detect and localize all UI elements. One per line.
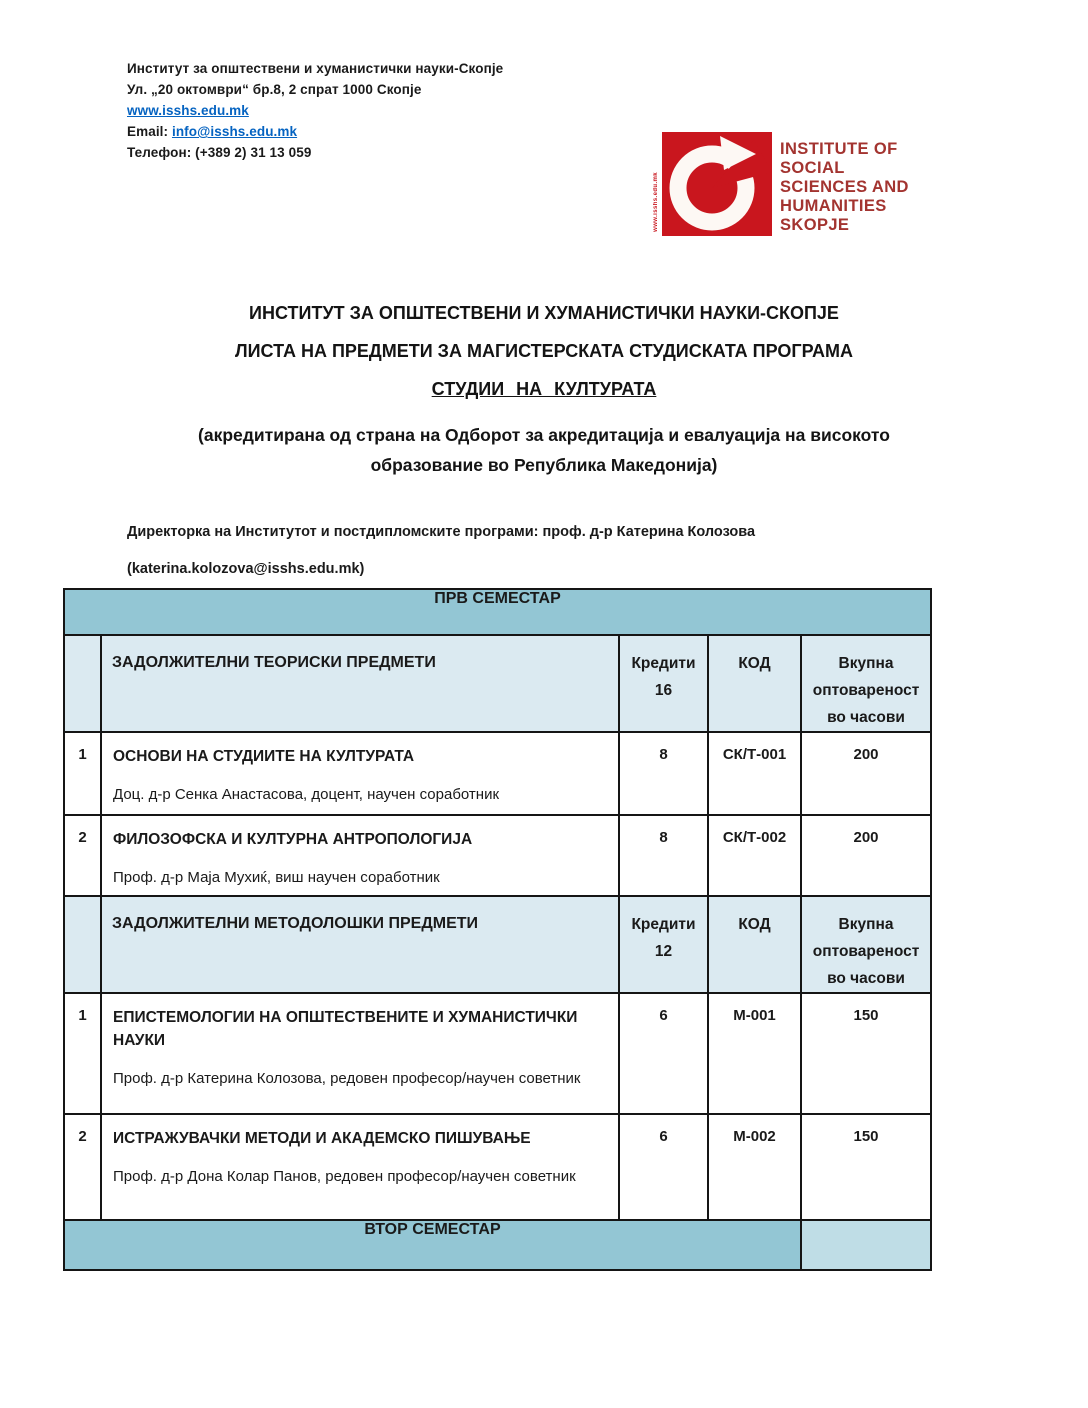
course-hours: 150 xyxy=(801,1114,931,1220)
course-lecturer: Доц. д-р Сенка Анастасова, доцент, научен соработник xyxy=(113,786,500,803)
section-2-credits-header: Кредити 12 xyxy=(619,896,708,993)
section-1-header-row xyxy=(64,635,931,732)
institute-logo xyxy=(653,132,909,236)
course-row xyxy=(64,732,931,815)
phone-number: Телефон: (+389 2) 31 13 059 xyxy=(127,145,312,160)
course-code: СК/Т-002 xyxy=(708,815,801,896)
section-1-hours-header: Вкупна оптовареност во часови xyxy=(801,635,931,732)
course-row xyxy=(64,815,931,896)
section-1-title: ЗАДОЛЖИТЕЛНИ ТЕОРИСКИ ПРЕДМЕТИ xyxy=(101,635,619,732)
course-number: 1 xyxy=(64,732,101,815)
course-credits: 6 xyxy=(619,993,708,1114)
section-1-code-header: КОД xyxy=(708,635,801,732)
course-code: М-002 xyxy=(708,1114,801,1220)
course-row xyxy=(64,993,931,1114)
semester-1-banner: ПРВ СЕМЕСТАР xyxy=(64,589,931,635)
course-lecturer: Проф. д-р Дона Колар Панов, редовен професор/научен советник xyxy=(113,1168,576,1185)
course-hours: 200 xyxy=(801,815,931,896)
course-number: 1 xyxy=(64,993,101,1114)
email-link[interactable]: info@isshs.edu.mk xyxy=(171,124,298,139)
course-code: СК/Т-001 xyxy=(708,732,801,815)
website-link[interactable]: www.isshs.edu.mk xyxy=(127,103,249,118)
course-title: ИСТРАЖУВАЧКИ МЕТОДИ И АКАДЕМСКО ПИШУВАЊЕ xyxy=(113,1130,531,1147)
logo-wordmark: INSTITUTE OF SOCIAL SCIENCES AND HUMANITIES SKOPJE xyxy=(780,140,909,234)
course-lecturer: Проф. д-р Маја Мухиќ, виш научен соработник xyxy=(113,869,440,886)
email-label: Email: xyxy=(127,124,172,139)
course-subject-cell xyxy=(101,732,619,815)
semester-2-banner: ВТОР СЕМЕСТАР xyxy=(64,1220,801,1270)
org-name: Институт за општествени и хуманистички науки-Скопје xyxy=(127,61,504,76)
section-2-hours-header: Вкупна оптовареност во часови xyxy=(801,896,931,993)
section-2-num-header xyxy=(64,896,101,993)
logo-side-text: www.isshs.edu.mk xyxy=(653,172,659,232)
section-1-credits-header: Кредити 16 xyxy=(619,635,708,732)
course-number: 2 xyxy=(64,815,101,896)
title-course-list: ЛИСТА НА ПРЕДМЕТИ ЗА МАГИСТЕРСКАТА СТУДИСКАТА ПРОГРАМА xyxy=(234,341,854,361)
org-address: Ул. „20 октомври“ бр.8, 2 спрат 1000 Скопје xyxy=(127,82,422,97)
section-1-num-header xyxy=(64,635,101,732)
section-2-header-row xyxy=(64,896,931,993)
section-2-title: ЗАДОЛЖИТЕЛНИ МЕТОДОЛОШКИ ПРЕДМЕТИ xyxy=(101,896,619,993)
course-number: 2 xyxy=(64,1114,101,1220)
accreditation-note: (акредитирана од страна на Одборот за акредитација и евалуација на високото образование во Република Македонија) xyxy=(198,425,890,475)
course-hours: 200 xyxy=(801,732,931,815)
director-email: (katerina.kolozova@isshs.edu.mk) xyxy=(127,561,365,577)
course-lecturer: Проф. д-р Катерина Колозова, редовен професор/научен советник xyxy=(113,1070,581,1087)
title-program-name: СТУДИИ НА КУЛТУРАТА xyxy=(431,379,657,399)
courses-table xyxy=(63,588,932,1271)
course-code: М-001 xyxy=(708,993,801,1114)
course-row xyxy=(64,1114,931,1220)
director-block xyxy=(127,524,755,577)
course-title: ОСНОВИ НА СТУДИИТЕ НА КУЛТУРАТА xyxy=(113,748,415,765)
course-credits: 8 xyxy=(619,815,708,896)
course-subject-cell xyxy=(101,815,619,896)
course-subject-cell xyxy=(101,993,619,1114)
semester-2-banner-tail xyxy=(801,1220,931,1270)
course-credits: 8 xyxy=(619,732,708,815)
title-institute: ИНСТИТУТ ЗА ОПШТЕСТВЕНИ И ХУМАНИСТИЧКИ НАУКИ-СКОПЈЕ xyxy=(249,303,839,323)
document-titles xyxy=(0,303,1088,480)
director-line: Директорка на Институтот и постдипломските програми: проф. д-р Катерина Колозова xyxy=(127,524,756,540)
course-subject-cell xyxy=(101,1114,619,1220)
course-credits: 6 xyxy=(619,1114,708,1220)
course-title: ФИЛОЗОФСКА И КУЛТУРНА АНТРОПОЛОГИЈА xyxy=(113,831,473,848)
course-hours: 150 xyxy=(801,993,931,1114)
course-title: ЕПИСТЕМОЛОГИИ НА ОПШТЕСТВЕНИТЕ И ХУМАНИСТИЧКИ НАУКИ xyxy=(113,1009,578,1049)
letterhead xyxy=(127,58,503,163)
logo-swirl-icon xyxy=(653,132,772,236)
section-2-code-header: КОД xyxy=(708,896,801,993)
